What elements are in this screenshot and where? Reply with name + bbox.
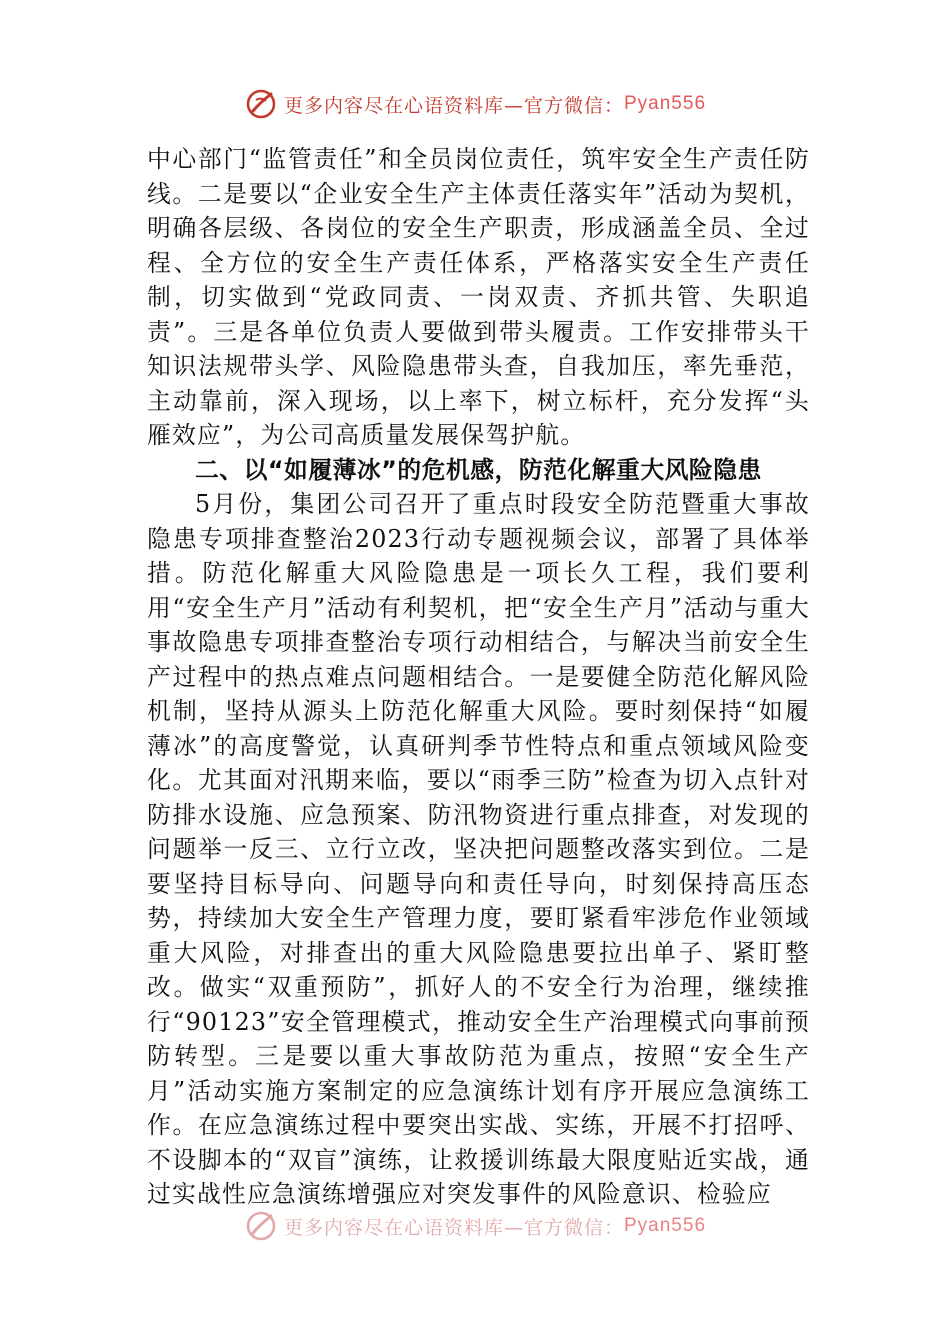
brush-logo-icon <box>244 87 278 121</box>
paragraph-continuation: 中心部门“监管责任”和全员岗位责任，筑牢安全生产责任防线。二是要以“企业安全生产主体责任落实年”活动为契机，明确各层级、各岗位的安全生产职责，形成涵盖全员、全过程、全方位的安全生产责任体系，严格落实安全生产责任制，切实做到“党政同责、一岗双责、齐抓共管、失职追责”。三是各单位负责人要做到带头履责。工作安排带头干知识法规带头学、风险隐患带头查，自我加压，率先垂范，主动靠前，深入现场，以上率下，树立标杆，充分发挥“头雁效应”，为公司高质量发展保驾护航。 <box>147 145 810 449</box>
section-heading: 二、以“如履薄冰”的危机感，防范化解重大风险隐患 <box>195 455 762 484</box>
watermark-text: 更多内容尽在心语资料库—官方微信： <box>283 94 624 117</box>
watermark-text: 更多内容尽在心语资料库—官方微信： <box>283 1216 624 1239</box>
watermark-banner-bottom <box>0 1208 950 1244</box>
paragraph-body: 5月份，集团公司召开了重点时段安全防范暨重大事故隐患专项排查整治2023行动专题视频会议，部署了具体举措。防范化解重大风险隐患是一项长久工程，我们要利用“安全生产月”活动有利契机，把“安全生产月”活动与重大事故隐患专项排查整治专项行动相结合，与解决当前安全生产过程中的热点难点问题相结合。一是要健全防范化解风险机制，坚持从源头上防范化解重大风险。要时刻保持“如履薄冰”的高度警觉，认真研判季节性特点和重点领域风险变化。尤其面对汛期来临，要以“雨季三防”检查为切入点针对防排水设施、应急预案、防汛物资进行重点排查，对发现的问题举一反三、立行立改，坚决把问题整改落实到位。二是要坚持目标导向、问题导向和责任导向，时刻保持高压态势，持续加大安全生产管理力度，要盯紧看牢涉危作业领域重大风险，对排查出的重大风险隐患要拉出单子、紧盯整改。做实“双重预防”，抓好人的不安全行为治理，继续推行“90123”安全管理模式，推动安全生产治理模式向事前预防转型。三是要以重大事故防范为重点，按照“安全生产月”活动实施方案制定的应急演练计划有序开展应急演练工作。在应急演练过程中要突出实战、实练，开展不打招呼、不设脚本的“双盲”演练，让救援训练最大限度贴近实战，通过实战性应急演练增强应对突发事件的风险意识、检验应 <box>147 490 810 1208</box>
watermark-wechat-id: Pyan556 <box>624 93 707 114</box>
watermark-banner-top <box>0 86 950 122</box>
document-body <box>147 142 810 1212</box>
brush-logo-icon <box>244 1209 278 1243</box>
watermark-wechat-id: Pyan556 <box>624 1215 707 1236</box>
